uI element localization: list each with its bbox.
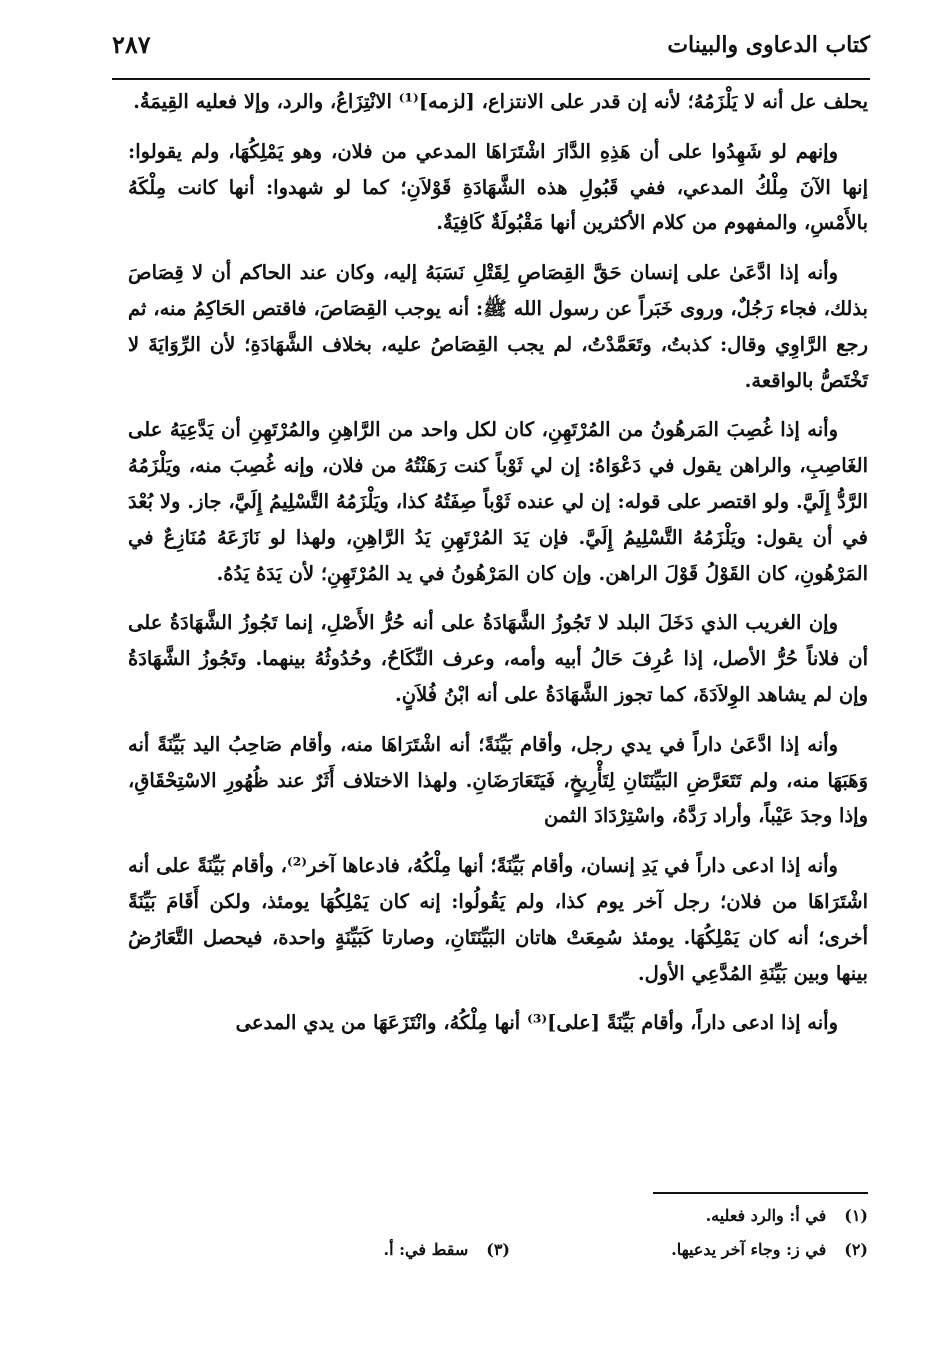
footnote-2 bbox=[671, 1240, 868, 1259]
paragraph: وإن الغريب الذي دَخَلَ البلد لا تَجُوزُ الشَّهَادَةُ على أنه حُرُّ الأَصْلِ، إنما تَجُوزُ الشَّهَادَةُ على أن فلاناً حُرُّ الأصل، إذا عُرِفَ حَالُ أبيه وأمه، وعرف النِّكَاحُ، وحُدُوثُهُ بينهما. وتَجُوزُ الشَّهَادَةُ وإن لم يشاهد الوِلاَدَةَ، كما تجوز الشَّهَادَةُ على أنه ابْنُ فُلاَنٍ. bbox=[128, 611, 868, 706]
footnote-number: (٣) bbox=[486, 1240, 510, 1259]
footnote-separator bbox=[653, 1192, 868, 1194]
paragraph: وأنه إذا ادعى داراً في يَدِ إنسان، وأقام بَيِّنَةً؛ أنها مِلْكُهُ، فادعاها آخر⁽²⁾، وأقام بَيِّنَةً على أنه اشْتَرَاهَا من فلان؛ رجل آخر يوم كذا، ولم يَقُولُوا: إنه كان يَمْلِكُهَا يومئذ، ولكن أَقَامَ بَيِّنَةً أخرى؛ أنه كان يَمْلِكُهَا. يومئذ سُمِعَتْ هاتان البَيِّنَتَانِ، وصارتا كَبَيِّنَةٍ واحدة، فيحصل التَّعَارُضُ بينها وبين بَيِّنَةِ المُدَّعِي الأول. bbox=[128, 854, 868, 985]
paragraph: وإنهم لو شَهِدُوا على أن هَذِهِ الدَّارَ اشْتَرَاهَا المدعي من فلان، وهو يَمْلِكُهَا، ولم يقولوا: إنها الآنَ مِلْكُ المدعي، ففي قَبُولِ هذه الشَّهَادَةِ قَوْلاَنِ؛ كما لو شهدوا: أنها كانت مِلْكَهُ بالأَمْسِ، والمفهوم من كلام الأكثرين أنها مَقْبُولَةٌ كَافِيَةٌ. bbox=[128, 139, 868, 235]
footnote-number: (١) bbox=[844, 1206, 868, 1225]
running-header bbox=[112, 28, 870, 80]
paragraph: يحلف عل أنه لا يَلْزَمُهُ؛ لأنه إن قدر على الانتزاع، [لزمه]⁽¹⁾ الانْتِزَاعُ، والرد، وإلا فعليه القِيمَةُ. bbox=[133, 90, 868, 113]
footnote-text: سقط في: أ. bbox=[383, 1240, 469, 1259]
paragraph: وأنه إذا ادَّعَىٰ داراً في يدي رجل، وأقام بَيِّنَةً؛ أنه اشْتَرَاهَا منه، وأقام صَاحِبُ اليد بَيِّنَةً أنه وَهَبَهَا منه، ولم تَتَعَرَّضِ البَيِّنَتَانِ لِتَأْرِيخٍ، فَيَتَعَارَضَانِ. ولهذا الاختلاف أَثَرٌ عند ظُهُورِ الاسْتِحْقَاقِ، وإذا وجدَ عَيْباً، وأراد رَدَّهُ، واسْتِرْدَادَ الثمن bbox=[128, 732, 868, 828]
paragraph: وأنه إذا غُصِبَ المَرهُونُ من المُرْتَهِنِ، كان لكل واحد من الرَّاهِنِ والمُرْتَهِنِ أن يَدَّعِيَهُ على الغَاصِبِ، والراهن يقول في دَعْوَاهُ: إن لي ثَوْباً كنت رَهَنْتُهُ من فلان، وإنه غُصِبَ منه، ويَلْزَمُهُ الرَّدُّ إِلَيَّ. ولو اقتصر على قوله: إن لي عنده ثَوْباً صِفَتُهُ كذا، ويَلْزَمُهُ التَّسْلِيمُ إِلَيَّ، جاز. ولا بُعْدَ في أن يقول: ويَلْزَمُهُ التَّسْلِيمُ إِلَيَّ. فإن يَدَ المُرْتَهِنِ يَدُ الرَّاهِنِ، ولهذا لو نَازَعَهُ مُنَازِعٌ في المَرْهُونِ، كان القَوْلُ قَوْلَ الراهن. وإن كان المَرْهُونُ في يد المُرْتَهِنِ؛ لأن يَدَهُ يَدُهُ. bbox=[128, 418, 868, 585]
paragraph: وأنه إذا ادعى داراً، وأقام بَيِّنَةً [على]⁽³⁾ أنها مِلْكُهُ، وانْتَزَعَهَا من يدي المدعى bbox=[235, 1011, 838, 1035]
page-number: ٢٨٧ bbox=[112, 30, 151, 59]
main-text bbox=[128, 84, 868, 1055]
footnote-text: في أ: والرد فعليه. bbox=[705, 1206, 827, 1225]
paragraph: وأنه إذا ادَّعَىٰ على إنسان حَقَّ القِصَاصِ لِقَتْلِ نَسَبَهُ إليه، وكان عند الحاكم أن لا قِصَاصَ بذلك، فجاء رَجُلٌ، وروى خَبَراً عن رسول الله ﷺ: أنه يوجب القِصَاصَ، فاقتص الحَاكِمُ منه، ثم رجع الرَّاوِي وقال: كذبتُ، وتَعَمَّدْتُ، لم يجب القِصَاصُ عليه، بخلاف الشَّهَادَةِ؛ لأن الرِّوَايَةَ لا تَخْتَصُّ بالواقعة. bbox=[128, 261, 868, 392]
chapter-title: كتاب الدعاوى والبينات bbox=[667, 32, 870, 58]
footnote-3 bbox=[384, 1240, 510, 1259]
footnote-text: في ز: وجاء آخر يدعيها. bbox=[671, 1240, 827, 1259]
footnote-number: (٢) bbox=[844, 1240, 868, 1259]
footnote-1 bbox=[706, 1206, 868, 1225]
